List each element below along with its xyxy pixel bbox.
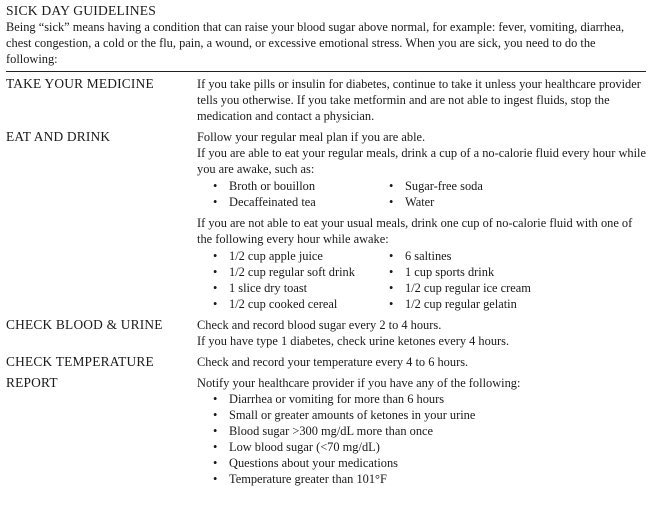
section-heading: EAT AND DRINK [6, 129, 111, 144]
list-item: • Low blood sugar (<70 mg/dL) [213, 440, 380, 454]
list-item: • 1/2 cup cooked cereal [213, 297, 338, 311]
bullet-icon: • [213, 456, 218, 470]
document-title: SICK DAY GUIDELINES [6, 3, 157, 18]
bullet-icon: • [389, 281, 394, 295]
list-item: • Sugar-free soda [389, 179, 483, 193]
blood-line-2: If you have type 1 diabetes, check urine ketones every 4 hours. [197, 334, 510, 348]
bullet-icon: • [213, 440, 218, 454]
section-body [197, 129, 646, 312]
bullet-icon: • [213, 472, 218, 486]
bullet-icon: • [389, 297, 394, 311]
list-item: • 1 cup sports drink [389, 265, 495, 279]
bullet-icon: • [389, 179, 394, 193]
list-item: • Blood sugar >300 mg/dL more than once [213, 424, 434, 438]
list-item: • Decaffeinated tea [213, 195, 316, 209]
eat-line-1: Follow your regular meal plan if you are able. [197, 130, 426, 144]
bullet-icon: • [213, 297, 218, 311]
sick-day-document [0, 3, 652, 515]
section-body [197, 317, 646, 349]
section-medicine [6, 76, 646, 124]
report-text: Notify your healthcare provider if you have any of the following: [197, 376, 521, 390]
section-body [197, 354, 646, 370]
bullet-icon: • [213, 179, 218, 193]
eat-line-2: If you are able to eat your regular meals, drink a cup of a no-calorie fluid every hour while you are awake, such as: [197, 146, 646, 176]
list-item: • 1/2 cup regular gelatin [389, 297, 517, 311]
section-heading: TAKE YOUR MEDICINE [6, 76, 154, 91]
intro-paragraph: Being “sick” means having a condition that can raise your blood sugar above normal, for example: fever, vomiting, diarrhea, chest congestion, a cold or the flu, pain, a wound, or excessive emotional stress. When you are sick, you need to do the following: [6, 20, 625, 66]
list-item: • 6 saltines [389, 249, 452, 263]
list-item: • 1/2 cup apple juice [213, 249, 323, 263]
list-item: • Questions about your medications [213, 456, 398, 470]
section-report [6, 375, 646, 487]
bullet-icon: • [213, 408, 218, 422]
section-blood-urine [6, 317, 646, 349]
section-heading: CHECK TEMPERATURE [6, 354, 154, 369]
temperature-text: Check and record your temperature every 4 to 6 hours. [197, 355, 469, 369]
divider [6, 71, 646, 72]
eat-line-3: If you are not able to eat your usual meals, drink one cup of no-calorie fluid with one of the following every hour while awake: [197, 216, 633, 246]
section-heading: REPORT [6, 375, 58, 390]
section-eat-drink [6, 129, 646, 312]
bullet-icon: • [389, 249, 394, 263]
blood-line-1: Check and record blood sugar every 2 to 4 hours. [197, 318, 442, 332]
section-heading: CHECK BLOOD & URINE [6, 317, 163, 332]
list-item: • Small or greater amounts of ketones in your urine [213, 408, 476, 422]
bullet-icon: • [213, 424, 218, 438]
bullet-icon: • [213, 392, 218, 406]
bullet-icon: • [213, 195, 218, 209]
medicine-text: If you take pills or insulin for diabetes, continue to take it unless your healthcare provider tells you otherwise. If you take metformin and are not able to ingest fluids, stop the medication and contact a physician. [197, 77, 641, 123]
report-list [213, 391, 646, 487]
bullet-icon: • [389, 265, 394, 279]
bullet-icon: • [389, 195, 394, 209]
bullet-icon: • [213, 249, 218, 263]
section-temperature [6, 354, 646, 370]
bullet-icon: • [213, 281, 218, 295]
list-item: • Water [389, 195, 435, 209]
list-item: • Broth or bouillon [213, 179, 316, 193]
list-item: • 1/2 cup regular ice cream [389, 281, 531, 295]
fluid-list [213, 178, 646, 210]
list-item: • 1 slice dry toast [213, 281, 308, 295]
food-list [213, 248, 646, 312]
list-item: • 1/2 cup regular soft drink [213, 265, 355, 279]
list-item: • Diarrhea or vomiting for more than 6 hours [213, 392, 445, 406]
list-item: • Temperature greater than 101°F [213, 472, 387, 486]
bullet-icon: • [213, 265, 218, 279]
section-body [197, 375, 646, 487]
section-body [197, 76, 646, 124]
